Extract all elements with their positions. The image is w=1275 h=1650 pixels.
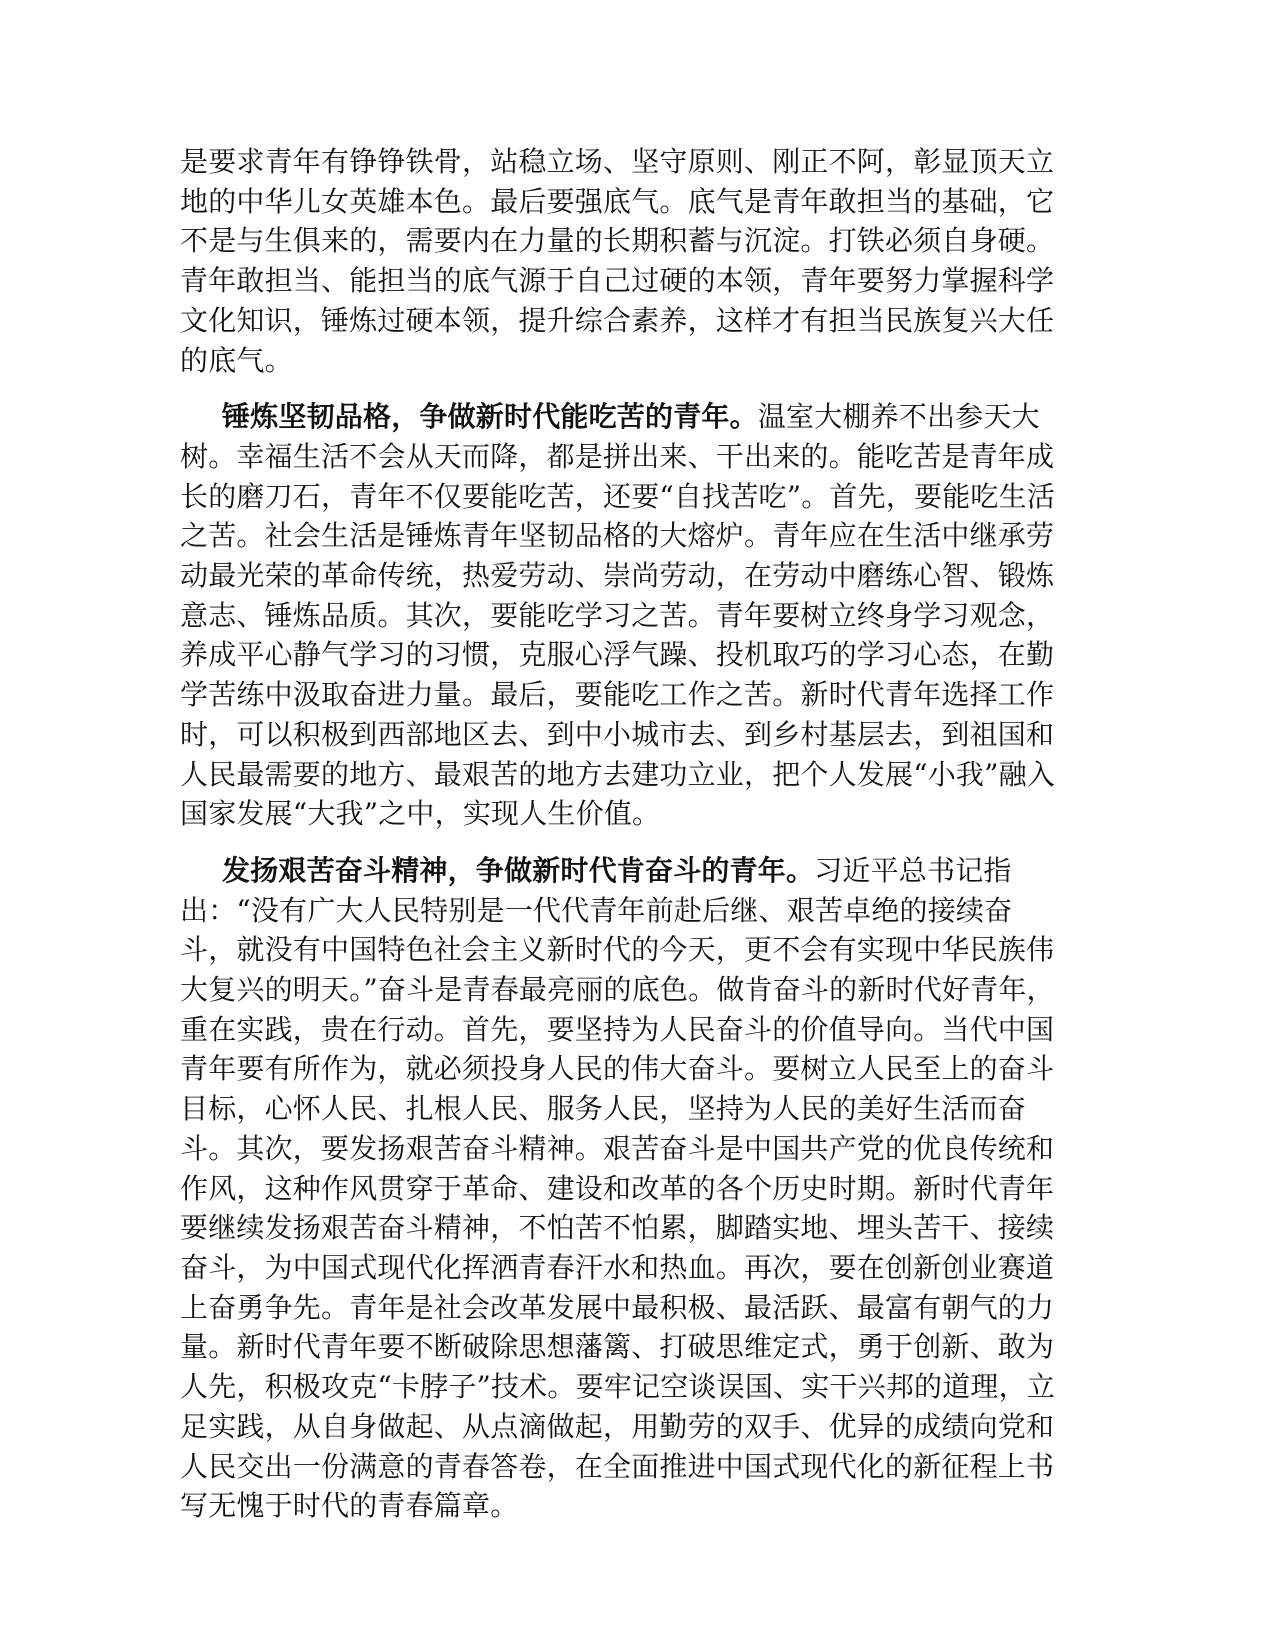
document-page [180, 142, 1056, 1526]
paragraph-text: 是要求青年有铮铮铁骨，站稳立场、坚守原则、刚正不阿，彰显顶天立地的中华儿女英雄本色。最后要强底气。底气是青年敢担当的基础，它不是与生俱来的，需要内在力量的长期积蓄与沉淀。打铁必须自身硬。青年敢担当、能担当的底气源于自己过硬的本领，青年要努力掌握科学文化知识，锤炼过硬本领，提升综合素养，这样才有担当民族复兴大任的底气。 [180, 145, 1055, 377]
paragraph-heading: 锤炼坚韧品格，争做新时代能吃苦的青年。 [222, 400, 758, 434]
paragraph-continuation [180, 142, 1056, 380]
paragraph-heading: 发扬艰苦奋斗精神，争做新时代肯奋斗的青年。 [222, 853, 815, 887]
paragraph-struggle [180, 851, 1056, 1526]
paragraph-hard-work [180, 397, 1056, 834]
paragraph-text: 习近平总书记指出：“没有广大人民特别是一代代青年前赴后继、艰苦卓绝的接续奋斗，就没有中国特色社会主义新时代的今天，更不会有实现中华民族伟大复兴的明天。”奋斗是青春最亮丽的底色。做肯奋斗的新时代好青年，重在实践，贵在行动。首先，要坚持为人民奋斗的价值导向。当代中国青年要有所作为，就必须投身人民的伟大奋斗。要树立人民至上的奋斗目标，心怀人民、扎根人民、服务人民，坚持为人民的美好生活而奋斗。其次，要发扬艰苦奋斗精神。艰苦奋斗是中国共产党的优良传统和作风，这种作风贯穿于革命、建设和改革的各个历史时期。新时代青年要继续发扬艰苦奋斗精神，不怕苦不怕累，脚踏实地、埋头苦干、接续奋斗，为中国式现代化挥洒青春汗水和热血。再次，要在创新创业赛道上奋勇争先。青年是社会改革发展中最积极、最活跃、最富有朝气的力量。新时代青年要不断破除思想藩篱、打破思维定式，勇于创新、敢为人先，积极攻克“卡脖子”技术。要牢记空谈误国、实干兴邦的道理，立足实践，从自身做起、从点滴做起，用勤劳的双手、优异的成绩向党和人民交出一份满意的青春答卷，在全面推进中国式现代化的新征程上书写无愧于时代的青春篇章。 [180, 853, 1056, 1523]
paragraph-text: 温室大棚养不出参天大树。幸福生活不会从天而降，都是拼出来、干出来的。能吃苦是青年成长的磨刀石，青年不仅要能吃苦，还要“自找苦吃”。首先，要能吃生活之苦。社会生活是锤炼青年坚韧品格的大熔炉。青年应在生活中继承劳动最光荣的革命传统，热爱劳动、崇尚劳动，在劳动中磨练心智、锻炼意志、锤炼品质。其次，要能吃学习之苦。青年要树立终身学习观念，养成平心静气学习的习惯，克服心浮气躁、投机取巧的学习心态，在勤学苦练中汲取奋进力量。最后，要能吃工作之苦。新时代青年选择工作时，可以积极到西部地区去、到中小城市去、到乡村基层去，到祖国和人民最需要的地方、最艰苦的地方去建功立业，把个人发展“小我”融入国家发展“大我”之中，实现人生价值。 [180, 400, 1056, 831]
